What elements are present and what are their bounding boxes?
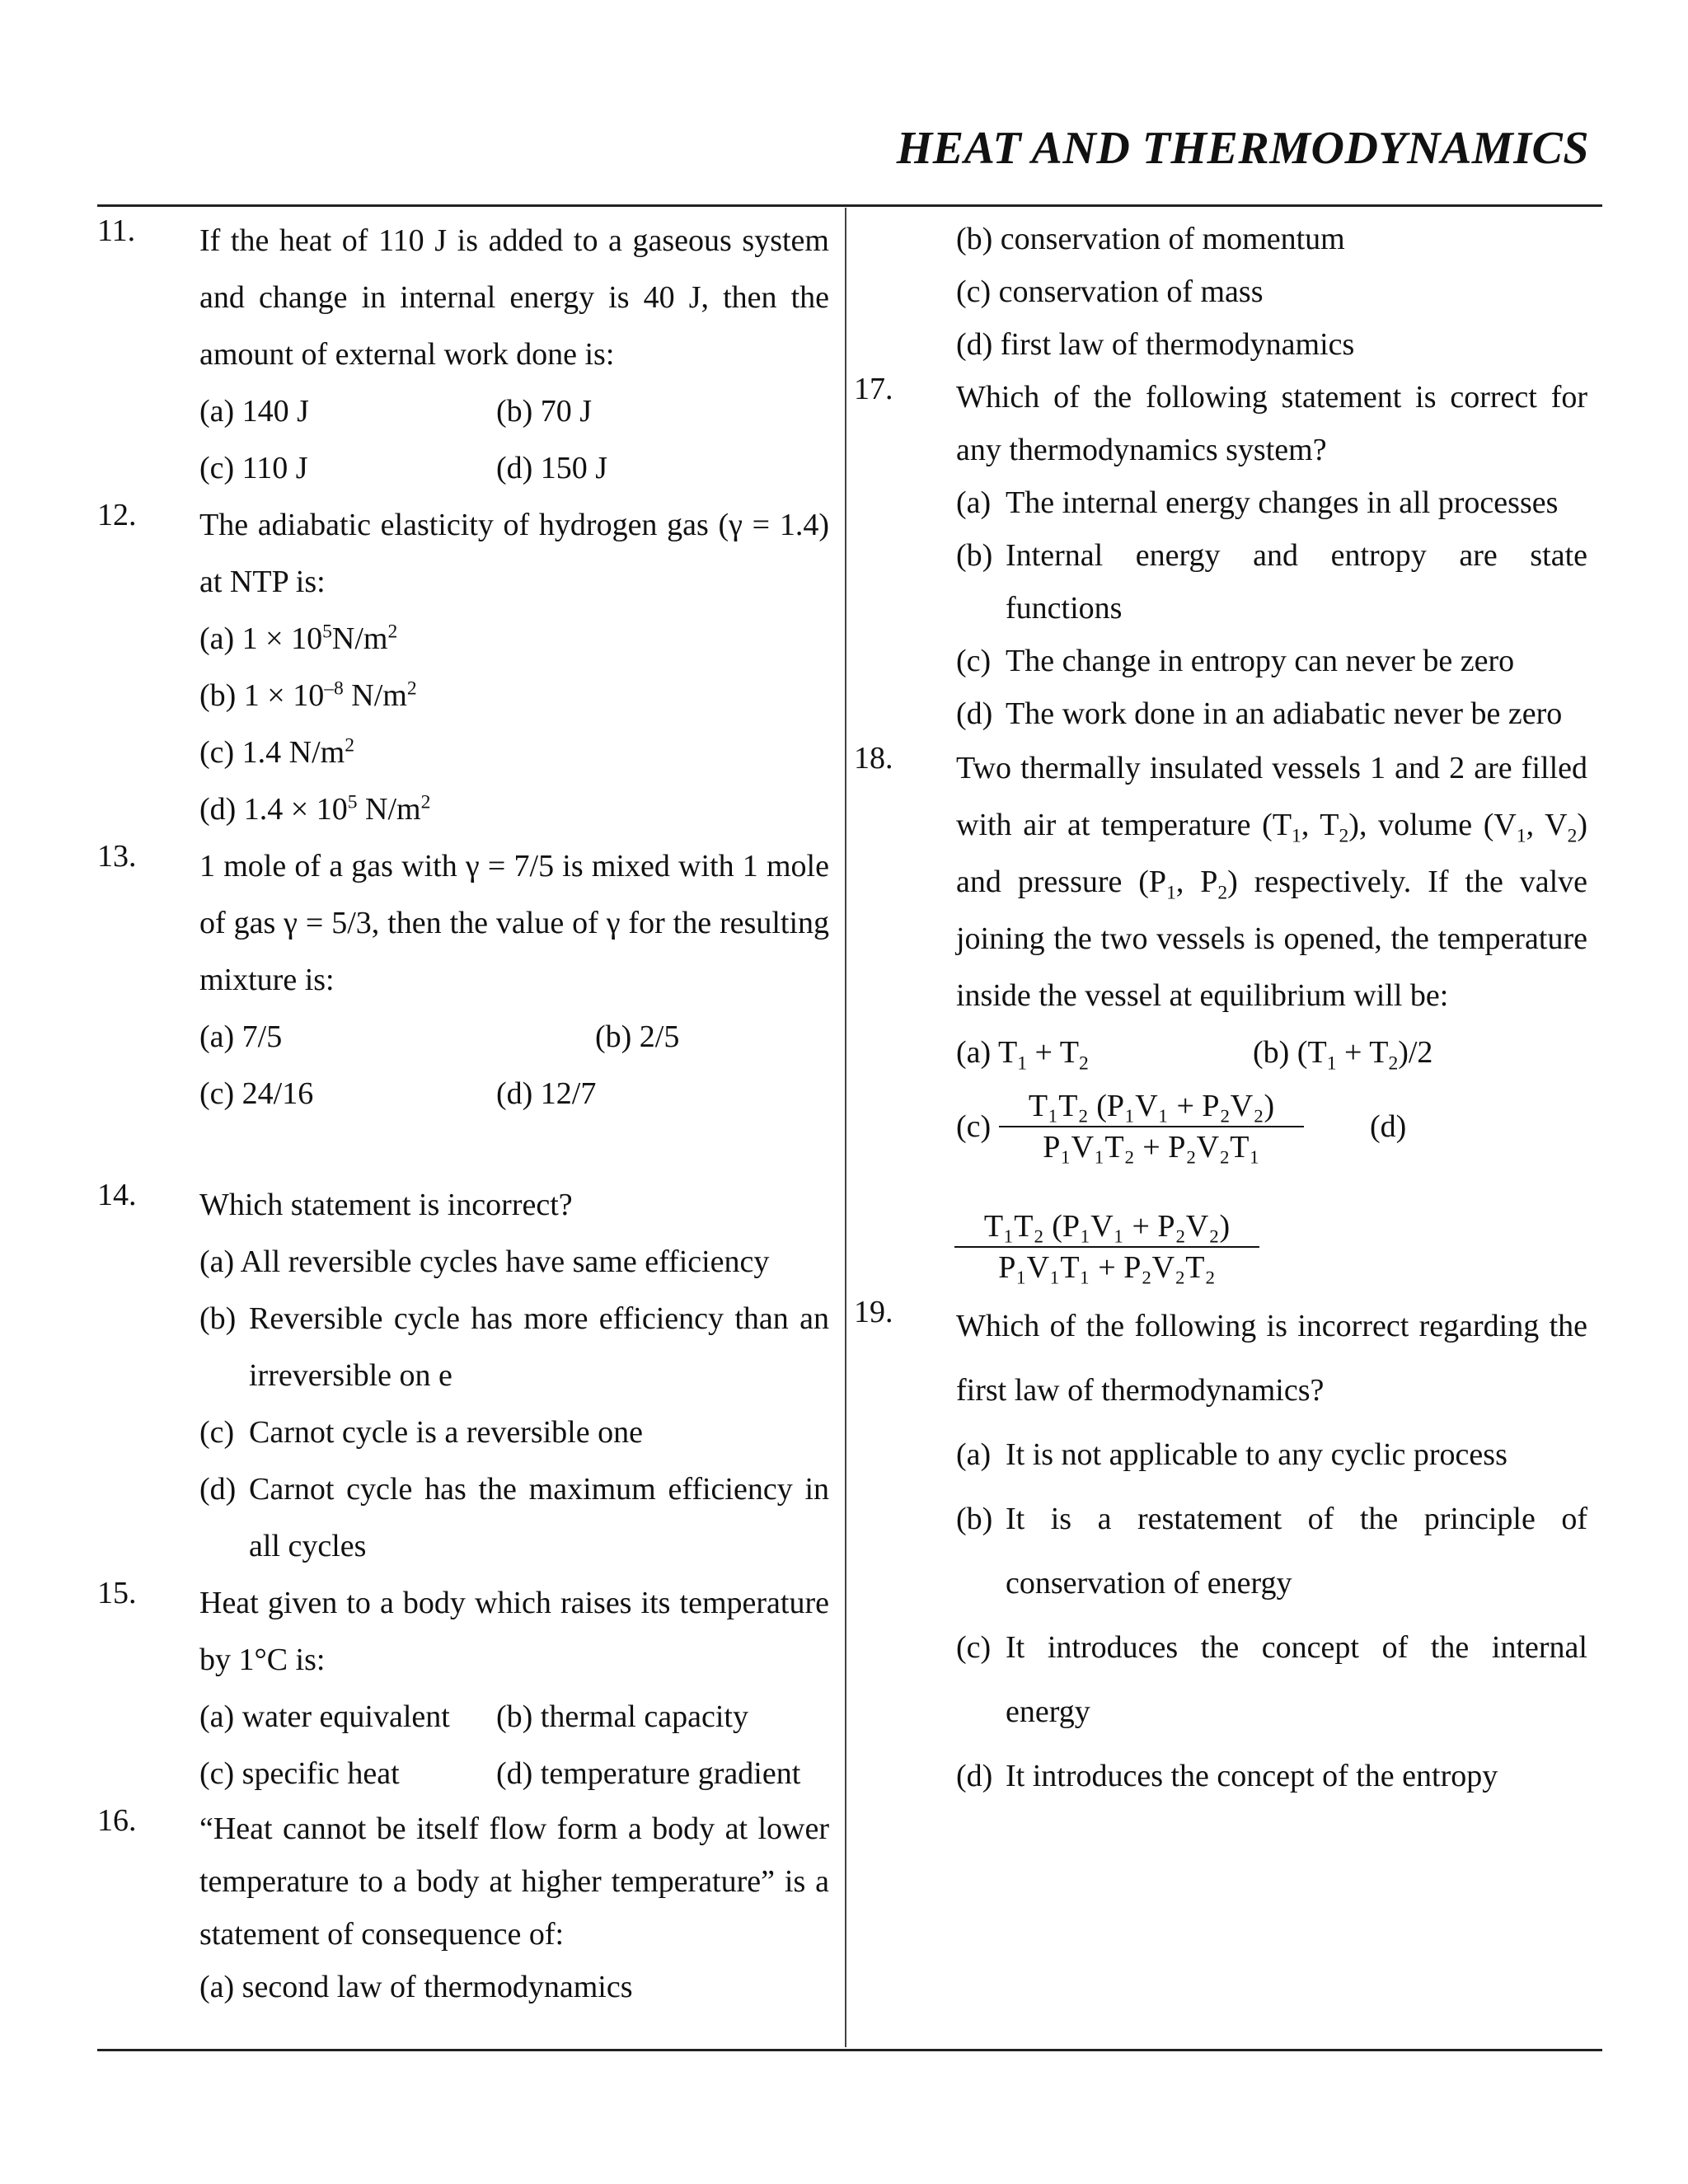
question-stem: The adiabatic elasticity of hydrogen gas (γ = 1.4) at NTP is:: [199, 508, 829, 599]
column-divider: [845, 208, 846, 2047]
question-number: 17.: [854, 372, 893, 406]
option-b: (b) $(T_1 + T_2)/2$: [1253, 1035, 1433, 1075]
question-stem: Heat given to a body which raises its temperature by 1°C is:: [199, 1586, 829, 1677]
fraction-numerator: T₁T₂ (P₁V₁ + P₂V₂): [999, 1088, 1304, 1127]
question-16: [97, 1802, 829, 2013]
option-b: (b) Internal energy and entropy are state functions: [956, 538, 1587, 626]
question-number: 12.: [97, 498, 137, 532]
option-a: (a) 7/5: [199, 1019, 283, 1054]
question-number: 16.: [97, 1803, 137, 1838]
option-a: (a) water equivalent: [199, 1699, 450, 1734]
option-c: (c) 110 J: [199, 451, 308, 485]
question-13: [97, 838, 829, 1122]
option-d: (d) Carnot cycle has the maximum efficiency in all cycles: [199, 1472, 829, 1563]
option-c: (c) conservation of mass: [956, 274, 1264, 309]
option-c: (c) 1.4 $N/m^2$: [199, 734, 355, 770]
question-16-continued: [854, 213, 1587, 371]
question-number: 18.: [854, 741, 893, 776]
question-19: [854, 1294, 1587, 1808]
option-a: (a) It is not applicable to any cyclic process: [956, 1437, 1507, 1472]
option-d: (d) 12/7: [496, 1076, 597, 1111]
question-stem: Two thermally insulated vessels 1 and 2 are filled with air at temperature ($T_1$, $T_2$), volume ($V_1$, $V_2$) and pressure ($P_1$, $P_2$) respectively. If the valve joining the two vessels is opened, the temperature inside the vessel at equilibrium will be:: [956, 751, 1587, 1013]
option-d: (d) The work done in an adiabatic never be zero: [956, 696, 1563, 731]
question-14: [97, 1177, 829, 1575]
spacer: [97, 1122, 829, 1177]
question-number: 15.: [97, 1576, 137, 1610]
option-d: (d) $1.4 \times 10^5$ $N/m^2$: [199, 791, 431, 827]
option-c: (c) The change in entropy can never be zero: [956, 644, 1515, 678]
option-a: (a) The internal energy changes in all processes: [956, 485, 1559, 520]
left-column: [97, 213, 829, 2013]
question-18: [854, 740, 1587, 1215]
option-b: (b) 2/5: [595, 1019, 680, 1054]
question-number: 11.: [97, 213, 136, 248]
option-b: (b) $1 \times 10^{-8}$ $N/m^2$: [199, 677, 417, 713]
fraction-denominator: P₁V₁T₁ + P₂V₂T₂: [998, 1250, 1216, 1285]
footer-rule: [97, 2049, 1602, 2051]
page-title: HEAT AND THERMODYNAMICS: [896, 123, 1589, 174]
option-b: (b) It is a restatement of the principle of conservation of energy: [956, 1502, 1587, 1601]
option-c: (c) It introduces the concept of the internal energy: [956, 1630, 1587, 1729]
option-c-fraction: [999, 1088, 1304, 1165]
option-c-label: (c): [956, 1109, 992, 1144]
header-rule: [97, 204, 1602, 207]
question-15: [97, 1575, 829, 1802]
option-c: (c) Carnot cycle is a reversible one: [199, 1415, 643, 1450]
question-stem: Which of the following statement is correct for any thermodynamics system?: [956, 380, 1587, 467]
option-d: (d) temperature gradient: [496, 1756, 801, 1791]
question-number: 13.: [97, 839, 137, 874]
option-b: (b) 70 J: [496, 394, 593, 429]
question-11: [97, 213, 829, 497]
question-stem: Which statement is incorrect?: [199, 1188, 573, 1222]
question-stem: “Heat cannot be itself flow form a body at lower temperature to a body at higher temperature” is a statement of consequence of:: [199, 1811, 829, 1952]
question-stem: 1 mole of a gas with γ = 7/5 is mixed with 1 mole of gas γ = 5/3, then the value of γ for the resulting mixture is:: [199, 849, 829, 997]
option-a: (a) $1 \times 10^5N/m^2$: [199, 621, 398, 656]
option-a: (a) 140 J: [199, 394, 309, 429]
option-b: (b) thermal capacity: [496, 1699, 748, 1734]
option-d: (d) 150 J: [496, 451, 608, 485]
option-b: (b) conservation of momentum: [956, 222, 1345, 256]
question-stem: If the heat of 110 J is added to a gaseous system and change in internal energy is 40 J, then the amount of external work done is:: [199, 223, 829, 372]
fraction-numerator: T₁T₂ (P₁V₁ + P₂V₂): [954, 1208, 1259, 1248]
option-b: (b) Reversible cycle has more efficiency than an irreversible on e: [199, 1301, 829, 1393]
question-12: [97, 497, 829, 838]
option-c: (c) 24/16: [199, 1076, 314, 1111]
option-a: (a) second law of thermodynamics: [199, 1970, 633, 2004]
option-d: (d) It introduces the concept of the entropy: [956, 1759, 1498, 1793]
option-a: (a) $T_1 + T_2$: [956, 1035, 1089, 1075]
question-17: [854, 371, 1587, 740]
right-column: [854, 213, 1587, 1808]
question-stem: Which of the following is incorrect regarding the first law of thermodynamics?: [956, 1309, 1587, 1408]
option-d: (d) first law of thermodynamics: [956, 327, 1355, 362]
option-c: (c) specific heat: [199, 1756, 400, 1791]
question-number: 19.: [854, 1295, 893, 1329]
fraction-denominator: P₁V₁T₂ + P₂V₂T₁: [1043, 1130, 1260, 1165]
option-d-fraction: [954, 1208, 1259, 1286]
question-number: 14.: [97, 1178, 137, 1212]
option-a: (a) All reversible cycles have same efficiency: [199, 1244, 770, 1279]
option-c-row: [956, 1088, 1587, 1165]
option-d-label: (d): [1370, 1109, 1407, 1144]
option-d-fraction-row: [954, 1208, 1587, 1286]
